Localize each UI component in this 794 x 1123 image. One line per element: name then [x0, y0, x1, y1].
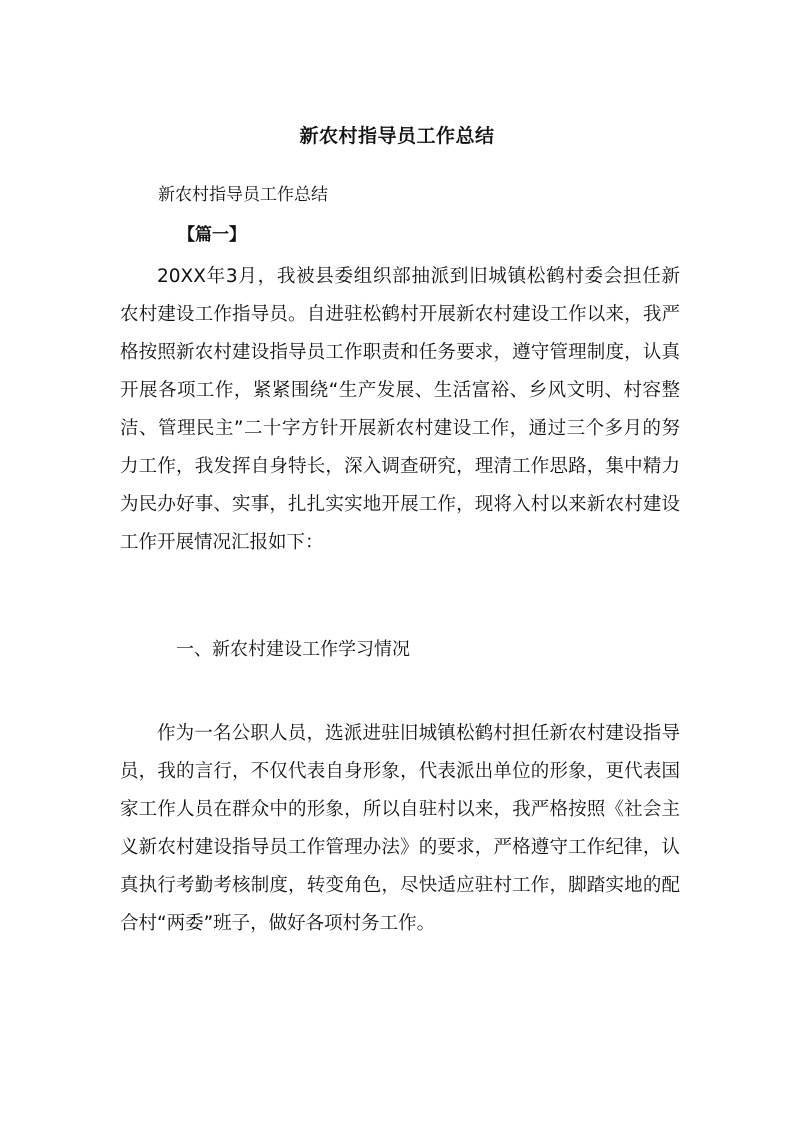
paragraph-study-situation: 作为一名公职人员，选派进驻旧城镇松鹤村担任新农村建设指导员，我的言行，不仅代表自身形象，代表派出单位的形象，更代表国家工作人员在群众中的形象，所以自驻村以来，我严格按照《社会主义新农村建设指导员工作管理办法》的要求，严格遵守工作纪律，认真执行考勤考核制度，转变角色，尽快适应驻村工作，脚踏实地的配合村“两委”班子，做好各项村务工作。	[120, 723, 680, 934]
document-title: 新农村指导员工作总结	[299, 125, 495, 147]
paragraph-intro: 20XX年3月，我被县委组织部抽派到旧城镇松鹤村委会担任新农村建设工作指导员。自进驻松鹤村开展新农村建设工作以来，我严格按照新农村建设指导员工作职责和任务要求，遵守管理制度，认真开展各项工作，紧紧围绕“生产发展、生活富裕、乡风文明、村容整洁、管理民主”二十字方针开展新农村建设工作，通过三个多月的努力工作，我发挥自身特长，深入调查研究，理清工作思路，集中精力为民办好事、实事，扎扎实实地开展工作，现将入村以来新农村建设工作开展情况汇报如下：	[120, 266, 680, 553]
section-label: 【篇一】	[178, 225, 246, 245]
section-heading: 一、新农村建设工作学习情况	[176, 639, 410, 660]
document-subtitle: 新农村指导员工作总结	[158, 185, 328, 205]
